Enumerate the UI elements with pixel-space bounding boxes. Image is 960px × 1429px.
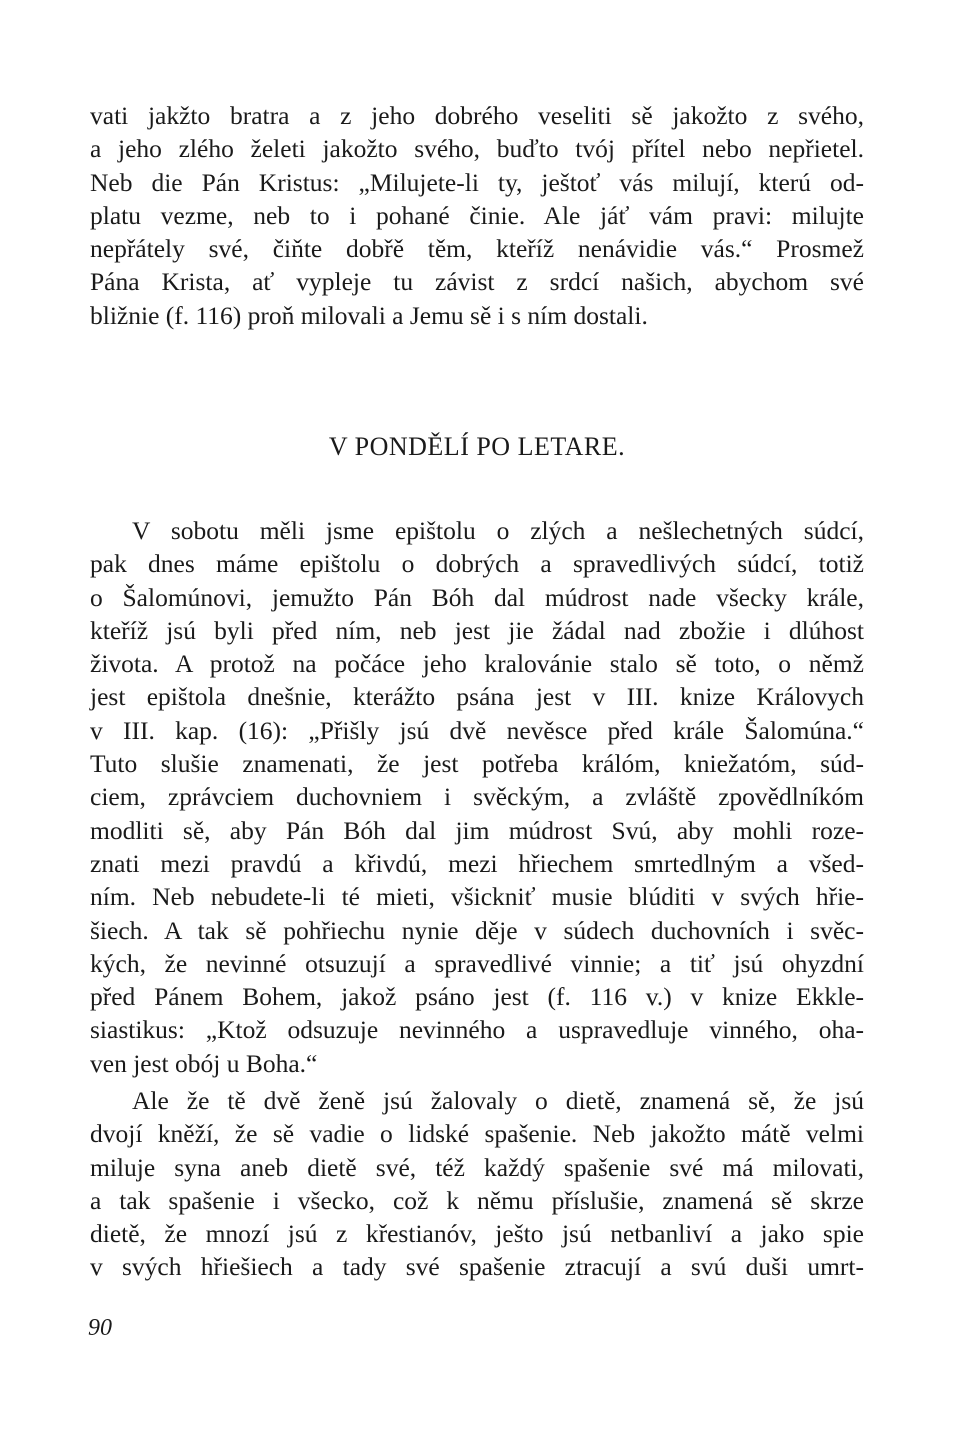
- text-line: před Pánem Bohem, jakož psáno jest (f. 116 v.) v knize Ekkle-: [90, 982, 864, 1012]
- text-line: ciem, zprávciem duchovniem i svěckým, a zvláště zpovědlníkóm: [90, 782, 864, 812]
- page-number: 90: [88, 1315, 112, 1341]
- text-line: života. A protož na počáce jeho kralovánie stalo sě toto, o němž: [90, 649, 864, 679]
- text-line: vati jakžto bratra a z jeho dobrého veseliti sě jakožto z svého,: [90, 101, 864, 130]
- text-line: a tak spašenie i všecko, což k němu příslušie, znamená sě skrze: [90, 1185, 864, 1215]
- text-line: miluje syna aneb dietě své, též každý spašenie své má milovati,: [90, 1152, 864, 1182]
- paragraph-main: [90, 514, 864, 1080]
- text-line: modliti sě, aby Pán Bóh dal jim múdrost Svú, aby mohli roze-: [90, 815, 864, 845]
- text-line: V sobotu měli jsme epištolu o zlých a nešlechetných súdcí,: [132, 516, 864, 545]
- text-line: o Šalomúnovi, jemužto Pán Bóh dal múdrost nade všecky krále,: [90, 582, 864, 612]
- text-line: v svých hřiešiech a tady své spašenie ztracují a svú duši umrt-: [90, 1252, 864, 1282]
- text-line: platu vezme, neb to i pohané činie. Ale jáť vám pravi: milujte: [90, 200, 864, 230]
- text-line: jest epištola dnešnie, kterážto psána jest v III. knize Královych: [90, 682, 864, 712]
- text-line: a jeho zlého želeti jakožto svého, buďto tvój přítel nebo nepřietel.: [90, 134, 864, 164]
- text-line: znati mezi pravdú a křivdú, mezi hřiechem smrtedlným a všed-: [90, 848, 864, 878]
- paragraph-second: [90, 1084, 864, 1284]
- text-line: dietě, že mnozí jsú z křestianóv, ješto jsú netbanliví a jako spie: [90, 1219, 864, 1249]
- text-line: kých, že nevinné otsuzují a spravedlivé vinnie; a tiť jsú ohyzdní: [90, 948, 864, 978]
- text-line: Tuto slušie znamenati, že jest potřeba králóm, kniežatóm, súd-: [90, 749, 864, 779]
- paragraph-continuation: [90, 99, 864, 332]
- text-line: siastikus: „Ktož odsuzuje nevinného a uspravedluje vinného, oha-: [90, 1015, 864, 1045]
- text-line: Ale že tě dvě ženě jsú žalovaly o dietě, znamená sě, že jsú: [132, 1086, 864, 1115]
- text-line: pak dnes máme epištolu o dobrých a spravedlivých súdcí, totiž: [90, 549, 864, 579]
- text-line: ním. Neb nebudete-li té mieti, všickniť musie blúditi v svých hřie-: [90, 882, 864, 912]
- text-line: ven jest obój u Boha.“: [90, 1048, 318, 1078]
- text-line: Neb die Pán Kristus: „Milujete-li ty, ještoť vás milují, kterú od-: [90, 167, 864, 197]
- text-line: v III. kap. (16): „Přišly jsú dvě nevěsce před krále Šalomúna.“: [90, 715, 864, 745]
- text-line: šiech. A tak sě pohřiechu nynie děje v súdech duchovních i svěc-: [90, 915, 864, 945]
- text-line: dvojí kněží, že sě vadie o lidské spašenie. Neb jakožto mátě velmi: [90, 1119, 864, 1149]
- section-heading: V PONDĚLÍ PO LETARE.: [328, 432, 626, 461]
- text-line: bližnie (f. 116) proň milovali a Jemu sě i s ním dostali.: [90, 300, 648, 330]
- text-line: kteříž jsú byli před ním, neb jest jie žádal nad zbožie i dlúhost: [90, 615, 864, 645]
- text-line: nepřátely své, čiňte dobřě těm, kteříž nenávidie vás.“ Prosmež: [90, 234, 864, 264]
- text-line: Pána Krista, ať vypleje tu závist z srdcí našich, abychom své: [90, 267, 864, 297]
